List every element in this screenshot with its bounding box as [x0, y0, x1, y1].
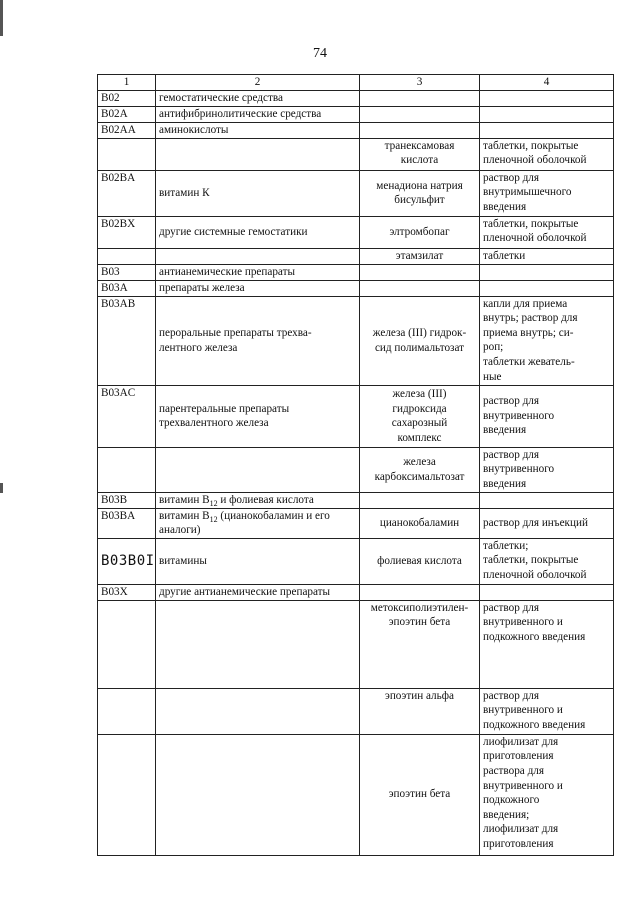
drug-name-cell: метоксиполиэтилен- эпоэтин бета	[360, 600, 480, 688]
dosage-form-cell: таблетки; таблетки, покрытые пленочной оболочкой	[480, 538, 614, 584]
dosage-form-cell: таблетки, покрытые пленочной оболочкой	[480, 138, 614, 170]
drug-table	[97, 74, 614, 856]
table-row	[98, 264, 614, 280]
table-row	[98, 90, 614, 106]
atc-code-cell	[98, 248, 156, 264]
table-row	[98, 106, 614, 122]
group-name-cell	[156, 248, 360, 264]
table-row	[98, 508, 614, 538]
dosage-form-cell	[480, 264, 614, 280]
table-row	[98, 122, 614, 138]
dosage-form-cell: лиофилизат для приготовления раствора для внутривенного и подкожного введения; лиофилизат для приготовления	[480, 734, 614, 855]
atc-code-cell: B02	[98, 90, 156, 106]
atc-code-cell: B03B	[98, 492, 156, 508]
dosage-form-cell	[480, 492, 614, 508]
drug-name-cell	[360, 492, 480, 508]
dosage-form-cell: раствор для инъекций	[480, 508, 614, 538]
page-number: 74	[313, 46, 327, 61]
group-name-cell: антианемические препараты	[156, 264, 360, 280]
subscript-text: 12	[209, 498, 218, 508]
group-name-cell: парентеральные препараты трехвалентного железа	[156, 385, 360, 447]
drug-name-cell: цианокобаламин	[360, 508, 480, 538]
group-name-cell: препараты железа	[156, 280, 360, 296]
atc-code-cell	[98, 600, 156, 688]
atc-code-cell: B02A	[98, 106, 156, 122]
group-name-cell	[156, 734, 360, 855]
drug-name-cell: эпоэтин альфа	[360, 688, 480, 734]
group-name-text: витамин B	[159, 493, 210, 506]
atc-code-cell	[98, 138, 156, 170]
group-name-cell	[156, 492, 360, 508]
dosage-form-cell	[480, 106, 614, 122]
dosage-form-cell: раствор для внутривенного и подкожного введения	[480, 688, 614, 734]
table-row	[98, 170, 614, 216]
table-row	[98, 296, 614, 385]
dosage-form-cell: таблетки	[480, 248, 614, 264]
drug-name-cell: фолиевая кислота	[360, 538, 480, 584]
atc-code-cell: B03B0I	[98, 538, 156, 584]
scan-edge-mark	[0, 483, 3, 493]
dosage-form-cell: раствор для внутривенного введения	[480, 385, 614, 447]
drug-name-cell	[360, 122, 480, 138]
dosage-form-cell	[480, 90, 614, 106]
atc-code-cell: B03A	[98, 280, 156, 296]
drug-name-cell: эпоэтин бета	[360, 734, 480, 855]
drug-name-cell: этамзилат	[360, 248, 480, 264]
dosage-form-cell: таблетки, покрытые пленочной оболочкой	[480, 216, 614, 248]
table-row	[98, 734, 614, 855]
atc-code-cell: B03AB	[98, 296, 156, 385]
group-name-cell	[156, 447, 360, 492]
group-name-cell	[156, 688, 360, 734]
group-name-cell: антифибринолитические средства	[156, 106, 360, 122]
dosage-form-cell	[480, 280, 614, 296]
group-name-text: (цианокобаламин и его аналоги)	[159, 509, 330, 537]
drug-name-cell: транексамовая кислота	[360, 138, 480, 170]
table-row	[98, 280, 614, 296]
table-row	[98, 538, 614, 584]
table-row	[98, 584, 614, 600]
column-header-2: 2	[156, 75, 360, 91]
column-header-3: 3	[360, 75, 480, 91]
dosage-form-cell: раствор для внутривенного и подкожного введения	[480, 600, 614, 688]
atc-code-cell: B02BA	[98, 170, 156, 216]
atc-code-cell: B03AC	[98, 385, 156, 447]
table-row	[98, 138, 614, 170]
drug-name-cell	[360, 280, 480, 296]
table-header-row	[98, 75, 614, 91]
atc-code-cell: B03X	[98, 584, 156, 600]
dosage-form-cell: капли для приема внутрь; раствор для приема внутрь; си- роп; таблетки жеватель- ные	[480, 296, 614, 385]
drug-name-cell	[360, 106, 480, 122]
atc-code-cell	[98, 447, 156, 492]
group-name-text: и фолиевая кислота	[217, 493, 314, 506]
group-name-cell	[156, 508, 360, 538]
dosage-form-cell: раствор для внутривенного введения	[480, 447, 614, 492]
atc-code-cell: B03BA	[98, 508, 156, 538]
table-row	[98, 385, 614, 447]
dosage-form-cell: раствор для внутримышечного введения	[480, 170, 614, 216]
group-name-cell	[156, 600, 360, 688]
group-name-cell	[156, 138, 360, 170]
drug-name-cell	[360, 90, 480, 106]
atc-code-cell: B03	[98, 264, 156, 280]
group-name-cell: аминокислоты	[156, 122, 360, 138]
atc-code-cell: B02BX	[98, 216, 156, 248]
group-name-text: витамин B	[159, 509, 210, 522]
drug-name-cell: менадиона натрия бисульфит	[360, 170, 480, 216]
table-row	[98, 600, 614, 688]
atc-code-cell	[98, 734, 156, 855]
table-row	[98, 248, 614, 264]
scan-edge-mark	[0, 0, 3, 36]
drug-name-cell: железа карбоксимальтозат	[360, 447, 480, 492]
drug-name-cell: элтромбопаг	[360, 216, 480, 248]
group-name-cell: гемостатические средства	[156, 90, 360, 106]
group-name-cell: другие системные гемостатики	[156, 216, 360, 248]
group-name-cell: пероральные препараты трехва- лентного железа	[156, 296, 360, 385]
group-name-cell: другие антианемические препараты	[156, 584, 360, 600]
column-header-1: 1	[98, 75, 156, 91]
group-name-cell: витамин К	[156, 170, 360, 216]
drug-name-cell	[360, 584, 480, 600]
atc-code-cell: B02AA	[98, 122, 156, 138]
drug-name-cell: железа (III) гидроксида сахарозный комплекс	[360, 385, 480, 447]
dosage-form-cell	[480, 122, 614, 138]
drug-name-cell: железа (III) гидрок- сид полимальтозат	[360, 296, 480, 385]
subscript-text: 12	[209, 514, 218, 524]
table-row	[98, 216, 614, 248]
column-header-4: 4	[480, 75, 614, 91]
group-name-cell: витамины	[156, 538, 360, 584]
table-row	[98, 447, 614, 492]
dosage-form-cell	[480, 584, 614, 600]
table-row	[98, 688, 614, 734]
drug-name-cell	[360, 264, 480, 280]
table-row	[98, 492, 614, 508]
atc-code-cell	[98, 688, 156, 734]
